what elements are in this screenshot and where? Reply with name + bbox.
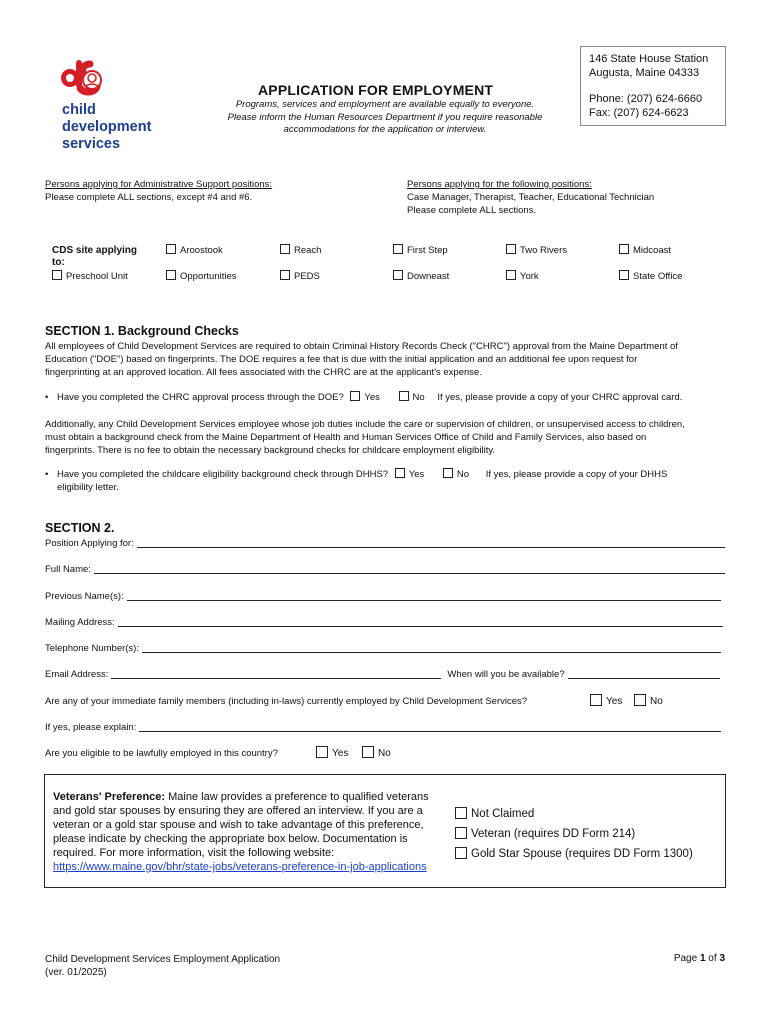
eligible-yes-checkbox[interactable] [316, 746, 328, 758]
eligible-yes[interactable]: Yes [316, 746, 348, 759]
checkbox[interactable] [455, 847, 467, 859]
position-field: Position Applying for: [45, 537, 725, 550]
checkbox[interactable] [619, 270, 629, 280]
eligible-no[interactable]: No [362, 746, 391, 759]
site-midcoast[interactable]: Midcoast [619, 244, 671, 257]
family-no-checkbox[interactable] [634, 694, 646, 706]
section1-heading: SECTION 1. Background Checks [45, 324, 239, 338]
checkbox[interactable] [455, 807, 467, 819]
telephone-field: Telephone Number(s): [45, 642, 721, 655]
section1-paragraph2: Additionally, any Child Development Services employee whose job duties include the care or supervision of children, or unsupervised access to children, must obtain a background check from the Maine Department of Health and Human Services Office of Child and Family Services, also based on fingerprints. There is no fee to obtain the necessary background checks for childcare employment eligibility. [45, 419, 685, 456]
email-input[interactable] [111, 668, 441, 679]
chrc-no-checkbox[interactable] [399, 391, 409, 401]
checkbox[interactable] [280, 244, 290, 254]
site-york[interactable]: York [506, 270, 539, 283]
dhhs-yes-checkbox[interactable] [395, 468, 405, 478]
checkbox[interactable] [280, 270, 290, 280]
checkbox[interactable] [506, 244, 516, 254]
instructions-admin: Persons applying for Administrative Support positions: Please complete ALL sections, except #4 and #6. [45, 179, 273, 203]
availability-input[interactable] [568, 668, 720, 679]
page-number: Page 1 of 3 [673, 953, 725, 964]
mailing-address-field: Mailing Address: [45, 616, 723, 629]
explain-field: If yes, please explain: [45, 721, 721, 734]
eligible-question: Are you eligible to be lawfully employed in this country? [45, 748, 278, 759]
site-preschool-unit[interactable]: Preschool Unit [52, 270, 128, 283]
cds-logo [56, 54, 116, 102]
instructions-positions: Persons applying for the following positions: Case Manager, Therapist, Teacher, Educational Technician Please complete ALL sections. [407, 179, 655, 216]
email-field: Email Address: When will you be available? [45, 668, 720, 681]
checkbox[interactable] [166, 244, 176, 254]
veterans-box [44, 774, 726, 888]
header-subtitle: Programs, services and employment are available equally to everyone. Please inform the Human Resources Department if you require reasonable accommodations for the application or interview. [227, 99, 543, 135]
family-yes[interactable]: Yes [590, 694, 622, 707]
checkbox[interactable] [506, 270, 516, 280]
family-yes-checkbox[interactable] [590, 694, 602, 706]
cds-logo-mark-icon [56, 54, 116, 102]
question-chrc: • Have you completed the CHRC approval process through the DOE? Yes No If yes, please provide a copy of your CHRC approval card. [45, 392, 683, 403]
site-label: CDS site applying to: [52, 245, 138, 268]
full-name-field: Full Name: [45, 563, 725, 576]
veteran-option-not-claimed[interactable]: Not Claimed [455, 804, 693, 824]
veterans-text: Veterans' Preference: Maine law provides a preference to qualified veterans and gold star spouses by ensuring they are offered an interview. If you are a veteran or a gold star spouse and wish to take advantage of this preference, please indicate by checking the appropriate box below. Documentation is required. For more information, visit the following website: https://www.maine.gov/bhr/state-jobs/veterans-preference-in-job-applications [53, 791, 429, 873]
site-state-office[interactable]: State Office [619, 270, 682, 283]
logo-text: child development services [62, 102, 152, 152]
section2-heading: SECTION 2. [45, 521, 115, 535]
page-title: APPLICATION FOR EMPLOYMENT [258, 82, 494, 98]
site-opportunities[interactable]: Opportunities [166, 270, 237, 283]
dhhs-note-cont: eligibility letter. [57, 482, 119, 493]
section1-paragraph1: All employees of Child Development Services are required to obtain Criminal History Records Check ("CHRC") approval from the Maine Department of Education ("DOE") based on fingerprints. The DOE requires a fee that is due with the initial application and an additional fee upon request for fingerprinting at an approved location. All fees associated with the CHRC are at the applicant's expense. [45, 341, 678, 378]
address-box: 146 State House Station Augusta, Maine 04333 Phone: (207) 624-6660 Fax: (207) 624-6623 [580, 46, 726, 126]
site-two-rivers[interactable]: Two Rivers [506, 244, 567, 257]
site-reach[interactable]: Reach [280, 244, 321, 257]
checkbox[interactable] [619, 244, 629, 254]
explain-input[interactable] [139, 721, 721, 732]
full-name-input[interactable] [94, 563, 725, 574]
site-downeast[interactable]: Downeast [393, 270, 449, 283]
mailing-address-input[interactable] [118, 616, 723, 627]
veteran-option-veteran[interactable]: Veteran (requires DD Form 214) [455, 824, 693, 844]
checkbox[interactable] [393, 270, 403, 280]
family-question: Are any of your immediate family members (including in-laws) currently employed by Child Development Services? [45, 696, 528, 707]
position-input[interactable] [137, 537, 725, 548]
site-first-step[interactable]: First Step [393, 244, 448, 257]
eligible-no-checkbox[interactable] [362, 746, 374, 758]
checkbox[interactable] [166, 270, 176, 280]
checkbox[interactable] [455, 827, 467, 839]
checkbox[interactable] [393, 244, 403, 254]
question-dhhs: • Have you completed the childcare eligibility background check through DHHS? Yes No If yes, please provide a copy of your DHHS [45, 469, 668, 480]
family-no[interactable]: No [634, 694, 663, 707]
veterans-link[interactable]: https://www.maine.gov/bhr/state-jobs/veterans-preference-in-job-applications [53, 861, 427, 873]
site-aroostook[interactable]: Aroostook [166, 244, 223, 257]
telephone-input[interactable] [142, 642, 721, 653]
footer-left: Child Development Services Employment Application (ver. 01/2025) [45, 954, 281, 978]
veterans-options [455, 804, 693, 864]
veteran-option-gold-star[interactable]: Gold Star Spouse (requires DD Form 1300) [455, 844, 693, 864]
previous-names-field: Previous Name(s): [45, 590, 721, 603]
site-peds[interactable]: PEDS [280, 270, 320, 283]
chrc-yes-checkbox[interactable] [350, 391, 360, 401]
checkbox[interactable] [52, 270, 62, 280]
previous-names-input[interactable] [127, 590, 721, 601]
dhhs-no-checkbox[interactable] [443, 468, 453, 478]
